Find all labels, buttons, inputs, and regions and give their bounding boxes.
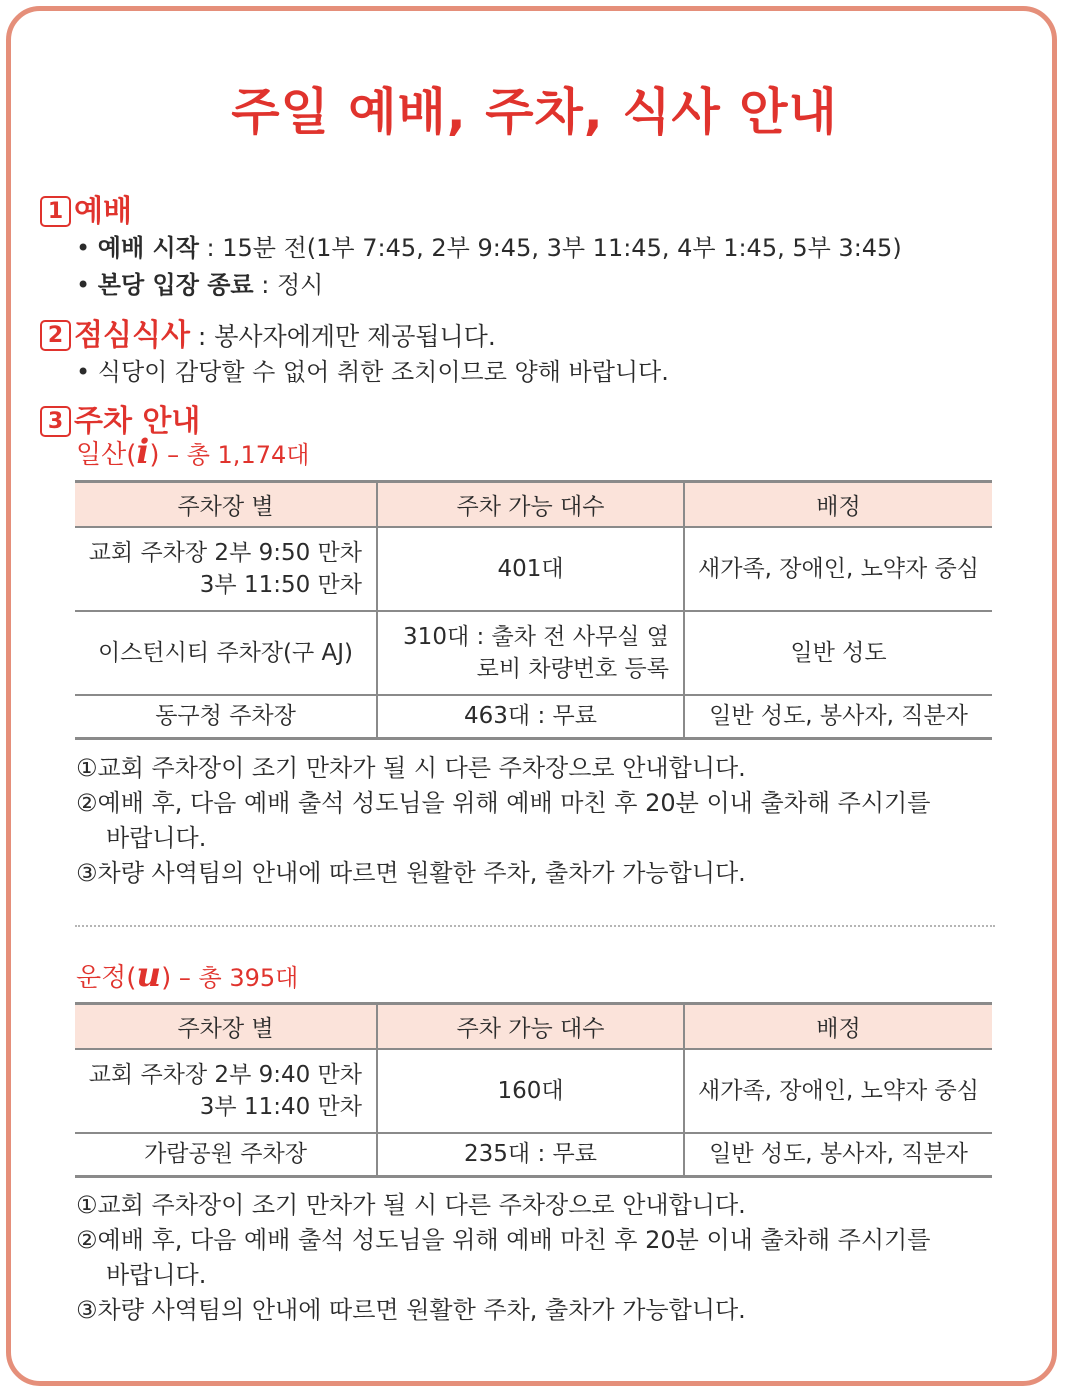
lot-line-1: 교회 주차장 2부 9:40 만차 bbox=[88, 1062, 362, 1088]
table-row bbox=[75, 611, 992, 695]
note-line: ②예배 후, 다음 예배 출석 성도님을 위해 예배 마친 후 20분 이내 출차해 주시기를 bbox=[76, 789, 931, 817]
lunch-heading bbox=[40, 310, 496, 354]
header-lot: 주차장 별 bbox=[75, 482, 377, 528]
lunch-desc: : 봉사자에게만 제공됩니다. bbox=[189, 322, 496, 351]
capacity-cell: 160대 bbox=[377, 1049, 684, 1133]
note-line: ③차량 사역팀의 안내에 따르면 원활한 주차, 출차가 가능합니다. bbox=[76, 859, 746, 887]
header-capacity: 주차 가능 대수 bbox=[377, 1004, 684, 1050]
unjeong-name: 운정( bbox=[76, 963, 137, 993]
note-line: ③차량 사역팀의 안내에 따르면 원활한 주차, 출차가 가능합니다. bbox=[76, 1296, 746, 1324]
worship-start-line: • 예배 시작 : 15분 전(1부 7:45, 2부 9:45, 3부 11:45, 4부 1:45, 5부 3:45) bbox=[76, 234, 902, 262]
worship-title: 예배 bbox=[74, 194, 132, 229]
ilsan-close: ) bbox=[149, 440, 160, 470]
parking-title: 주차 안내 bbox=[74, 404, 201, 439]
worship-start-text: : 15분 전(1부 7:45, 2부 9:45, 3부 11:45, 4부 1:45, 5부 3:45) bbox=[198, 234, 902, 262]
assignment-cell: 일반 성도, 봉사자, 직분자 bbox=[684, 695, 992, 738]
assignment-cell: 일반 성도, 봉사자, 직분자 bbox=[684, 1133, 992, 1176]
worship-close-label: 본당 입장 종료 bbox=[97, 271, 254, 299]
unjeong-subheading bbox=[76, 955, 298, 995]
note-line: ①교회 주차장이 조기 만차가 될 시 다른 주차장으로 안내합니다. bbox=[76, 1191, 746, 1219]
unjeong-symbol: u bbox=[136, 955, 162, 995]
lot-line-2: 3부 11:40 만차 bbox=[199, 1094, 362, 1120]
note-line: 바랍니다. bbox=[106, 1261, 207, 1289]
lunch-note: 식당이 감당할 수 없어 취한 조치이므로 양해 바랍니다. bbox=[97, 358, 669, 386]
lot-line-1: 교회 주차장 2부 9:50 만차 bbox=[88, 540, 362, 566]
assignment-cell: 새가족, 장애인, 노약자 중심 bbox=[684, 1049, 992, 1133]
lot-cell: 이스턴시티 주차장(구 AJ) bbox=[75, 611, 377, 695]
table-row bbox=[75, 695, 992, 738]
lot-cell bbox=[75, 1049, 377, 1133]
table-header-row bbox=[75, 482, 992, 528]
ilsan-notes bbox=[76, 751, 1006, 891]
section-number-1: 1 bbox=[40, 196, 71, 227]
ilsan-name: 일산( bbox=[76, 440, 137, 470]
capacity-cell: 401대 bbox=[377, 527, 684, 611]
lot-line-2: 3부 11:50 만차 bbox=[199, 572, 362, 598]
ilsan-subheading bbox=[76, 432, 309, 472]
worship-close-line: • 본당 입장 종료 : 정시 bbox=[76, 271, 324, 299]
section-divider bbox=[75, 925, 995, 927]
unjeong-notes bbox=[76, 1188, 1006, 1328]
page-title: 주일 예배, 주차, 식사 안내 bbox=[231, 83, 838, 141]
capacity-line-2: 로비 차량번호 등록 bbox=[476, 656, 669, 682]
unjeong-close: ) bbox=[161, 963, 172, 993]
section-number-2: 2 bbox=[40, 320, 71, 351]
worship-close-text: : 정시 bbox=[253, 271, 324, 299]
ilsan-parking-table bbox=[75, 480, 992, 740]
worship-start-label: 예배 시작 bbox=[97, 234, 199, 262]
header-lot: 주차장 별 bbox=[75, 1004, 377, 1050]
lot-cell: 동구청 주차장 bbox=[75, 695, 377, 738]
assignment-cell: 새가족, 장애인, 노약자 중심 bbox=[684, 527, 992, 611]
header-capacity: 주차 가능 대수 bbox=[377, 482, 684, 528]
header-assignment: 배정 bbox=[684, 1004, 992, 1050]
ilsan-total: – 총 1,174대 bbox=[159, 441, 310, 469]
note-line: 바랍니다. bbox=[106, 824, 207, 852]
unjeong-parking-table bbox=[75, 1002, 992, 1178]
capacity-cell bbox=[377, 611, 684, 695]
lot-cell: 가람공원 주차장 bbox=[75, 1133, 377, 1176]
lunch-note-line: • 식당이 감당할 수 없어 취한 조치이므로 양해 바랍니다. bbox=[76, 358, 669, 386]
assignment-cell: 일반 성도 bbox=[684, 611, 992, 695]
table-row bbox=[75, 1049, 992, 1133]
unjeong-total: – 총 395대 bbox=[171, 964, 299, 992]
header-assignment: 배정 bbox=[684, 482, 992, 528]
section-number-3: 3 bbox=[40, 406, 71, 437]
lot-cell bbox=[75, 527, 377, 611]
note-line: ②예배 후, 다음 예배 출석 성도님을 위해 예배 마친 후 20분 이내 출차해 주시기를 bbox=[76, 1226, 931, 1254]
table-row bbox=[75, 527, 992, 611]
lunch-title: 점심식사 bbox=[74, 318, 190, 353]
table-row bbox=[75, 1133, 992, 1176]
note-line: ①교회 주차장이 조기 만차가 될 시 다른 주차장으로 안내합니다. bbox=[76, 754, 746, 782]
table-header-row bbox=[75, 1004, 992, 1050]
ilsan-symbol: i bbox=[136, 432, 150, 472]
capacity-cell: 235대 : 무료 bbox=[377, 1133, 684, 1176]
worship-heading bbox=[40, 186, 132, 230]
capacity-cell: 463대 : 무료 bbox=[377, 695, 684, 738]
capacity-line-1: 310대 : 출차 전 사무실 옆 bbox=[403, 624, 669, 650]
